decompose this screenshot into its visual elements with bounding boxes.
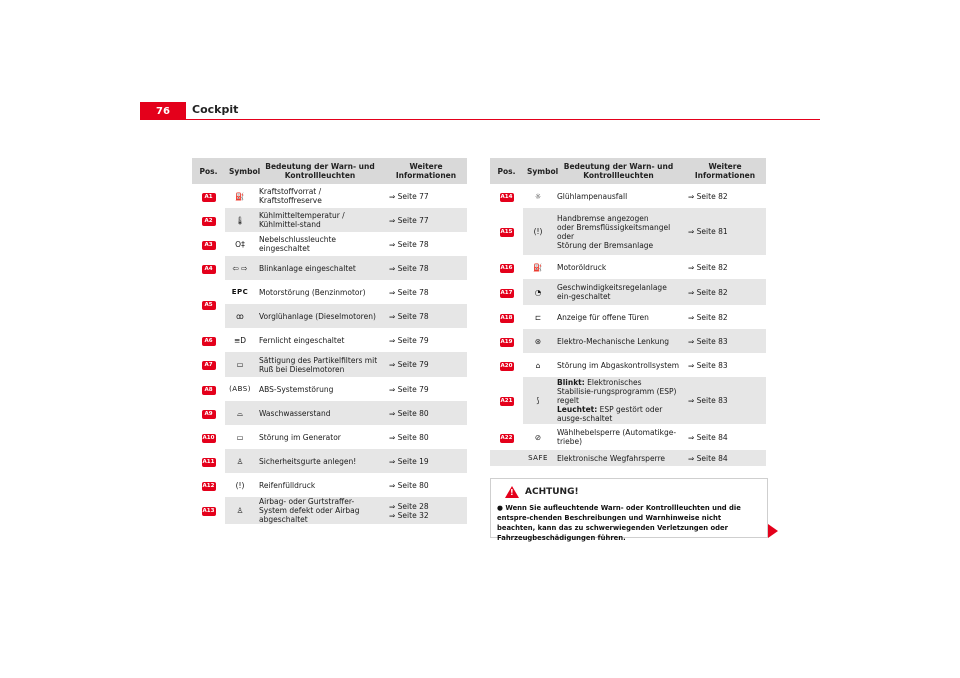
page-reference: ⇒ Seite 84 [684,450,766,466]
section-title: Cockpit [192,103,239,116]
battery-icon: ▭ [236,432,244,442]
col-header-symbol: Symbol [523,158,553,184]
meaning-text: Fernlicht eingeschaltet [259,335,345,345]
meaning-text: Vorglühanlage (Dieselmotoren) [255,304,385,328]
cruise-control-icon: ◔ [523,279,553,305]
page-reference: ⇒ Seite 83 [684,377,766,424]
table-row [490,208,766,255]
table-row [192,232,467,256]
meaning-text: Nebelschlussleuchte eingeschaltet [259,235,337,253]
table-row [490,184,766,208]
position-badge: A10 [202,434,215,441]
page-reference: ⇒ Seite 82 [688,191,728,201]
page-reference: ⇒ Seite 80 [389,480,429,490]
page-reference: ⇒ Seite 82 [688,312,728,322]
right-warning-table [490,158,766,466]
table-row [490,329,766,353]
meaning-text: Elektro-Mechanische Lenkung [553,329,684,353]
selector-lever-icon: ⊘ [534,432,542,442]
position-badge: A21 [500,398,513,404]
table-row [192,352,467,377]
page-reference: ⇒ Seite 78 [389,287,429,297]
table-row [192,280,467,304]
page-reference: ⇒ Seite 80 [389,432,429,442]
col-header-info: Weitere Informationen [684,158,766,184]
meaning-text: Störung im Generator [259,432,341,442]
page-reference: ⇒ Seite 19 [385,449,467,473]
oil-pressure-icon: ⛽ [533,262,543,272]
meaning-text: Kühlmitteltemperatur / Kühlmittel-stand [255,208,385,232]
meaning-text: Wählhebelsperre (Automatikge-triebe) [557,428,677,446]
left-warning-table [192,158,467,524]
high-beam-icon: ≡D [233,335,247,345]
meaning-text: Kraftstoffvorrat / Kraftstoffreserve [259,187,322,205]
position-badge: A13 [202,508,215,514]
position-badge: A4 [202,265,216,274]
col-header-pos: Pos. [490,158,523,184]
position-badge: A18 [500,314,513,321]
rear-fog-light-icon: O‡ [235,239,245,249]
meaning-text: Motoröldruck [557,262,607,272]
washer-fluid-icon: ⌓ [225,401,255,425]
page-reference: ⇒ Seite 82 [684,279,766,305]
page-reference: ⇒ Seite 79 [389,335,429,345]
position-badge: A3 [202,241,216,250]
position-badge: A8 [202,386,216,395]
page-reference: ⇒ Seite 83 [688,360,728,370]
table-row [192,256,467,280]
meaning-text: Reifenfülldruck [259,480,316,490]
position-badge: A12 [202,482,215,489]
door-open-icon: ⊏ [534,312,542,322]
col-header-info: Weitere Informationen [385,158,467,184]
position-badge: A5 [202,301,216,310]
warning-text: ● Wenn Sie aufleuchtende Warn- oder Kontrollleuchten und die entspre-chenden Beschreibungen und Warnhinweise nicht beachten, kann das zu schwerwiegenden Verletzungen oder Fahrzeugbeschädigungen führen. [497,504,741,542]
table-row [192,425,467,449]
bulb-failure-icon: ☼ [534,191,542,201]
tyre-pressure-icon: (!) [235,480,245,490]
col-header-meaning: Bedeutung der Warn- und Kontrollleuchten [553,158,684,184]
table-row [192,304,467,328]
meaning-text: Airbag- oder Gurtstraffer-System defekt oder Airbag abgeschaltet [255,497,385,524]
position-badge: A9 [202,410,216,419]
next-page-arrow-icon [768,524,778,538]
position-badge: A20 [500,362,513,369]
position-badge: A14 [500,193,513,200]
engine-emission-icon: ⌂ [535,360,541,370]
position-badge: A6 [202,337,216,346]
table-row [192,377,467,401]
page-number: 76 [140,102,186,120]
safe-label: SAFE [523,450,553,466]
position-badge: A7 [202,361,216,370]
turn-signal-arrows-icon: ⇦ ⇨ [225,256,255,280]
coolant-temperature-icon: 🌡 [225,208,255,232]
brake-warning-icon: (!) [523,208,553,255]
meaning-text: Blinkanlage eingeschaltet [255,256,385,280]
meaning-text: Glühlampenausfall [557,191,628,201]
meaning-text: Motorstörung (Benzinmotor) [259,287,366,297]
table-row [490,377,766,424]
position-badge: A16 [500,264,513,271]
steering-icon: ⊛ [523,329,553,353]
abs-icon: (ABS) [229,385,251,393]
page-reference: ⇒ Seite 84 [688,432,728,442]
meaning-text: Blinkt: Elektronisches Stabilisie-rungsprogramm (ESP) regelt Leuchtet: ESP gestört oder ausge-schaltet [553,377,684,424]
meaning-text: Sättigung des Partikelfilters mit Ruß bei Dieselmotoren [255,352,385,377]
table-row [192,328,467,352]
meaning-text: Geschwindigkeitsregelanlage ein-geschaltet [553,279,684,305]
table-row [490,305,766,329]
position-badge: A19 [500,338,513,345]
table-row [490,450,766,466]
page-reference: ⇒ Seite 79 [385,352,467,377]
meaning-text: Störung im Abgaskontrollsystem [557,360,680,370]
page-reference: ⇒ Seite 79 [389,384,429,394]
page-reference: ⇒ Seite 83 [684,329,766,353]
table-row [490,255,766,279]
table-row [192,473,467,497]
position-badge: A2 [202,217,216,226]
position-badge: A1 [202,193,216,202]
glow-plug-icon: ꝏ [225,304,255,328]
position-badge: A15 [500,229,513,235]
warning-triangle-icon: ! [505,486,519,498]
table-row [490,279,766,305]
airbag-icon: ♙ [225,497,255,524]
fuel-pump-icon: ⛽ [235,191,245,201]
header-rule [140,119,820,120]
table-row [192,401,467,425]
position-badge: A17 [500,289,513,296]
meaning-text: Waschwasserstand [255,401,385,425]
position-badge: A22 [500,434,513,441]
page-reference: ⇒ Seite 78 [385,304,467,328]
table-row [490,353,766,377]
meaning-text: Elektronische Wegfahrsperre [553,450,684,466]
col-header-meaning: Bedeutung der Warn- und Kontrollleuchten [255,158,385,184]
meaning-text: Handbremse angezogen oder Bremsflüssigkeitsmangel oder Störung der Bremsanlage [553,208,684,255]
page-reference: ⇒ Seite 77 [385,208,467,232]
meaning-text: ABS-Systemstörung [259,384,334,394]
col-header-pos: Pos. [192,158,225,184]
seatbelt-icon: ♙ [225,449,255,473]
warning-title: ACHTUNG! [525,487,579,497]
page-reference: ⇒ Seite 78 [389,239,429,249]
warning-box [490,478,768,542]
page-reference: ⇒ Seite 81 [684,208,766,255]
meaning-text: Sicherheitsgurte anlegen! [255,449,385,473]
meaning-text: Anzeige für offene Türen [557,312,649,322]
page-reference: ⇒ Seite 28 ⇒ Seite 32 [385,497,467,524]
position-badge: A11 [202,458,215,465]
page-reference: ⇒ Seite 78 [385,256,467,280]
table-row [192,497,467,524]
page-reference: ⇒ Seite 82 [688,262,728,272]
page-reference: ⇒ Seite 80 [385,401,467,425]
esp-icon: ⟆ [523,377,553,424]
epc-icon: EPC [231,288,249,296]
table-row [192,184,467,208]
page-reference: ⇒ Seite 77 [389,191,429,201]
table-row [490,424,766,450]
table-row [192,208,467,232]
particle-filter-icon: ▭ [225,352,255,377]
table-row [192,449,467,473]
col-header-symbol: Symbol [225,158,255,184]
